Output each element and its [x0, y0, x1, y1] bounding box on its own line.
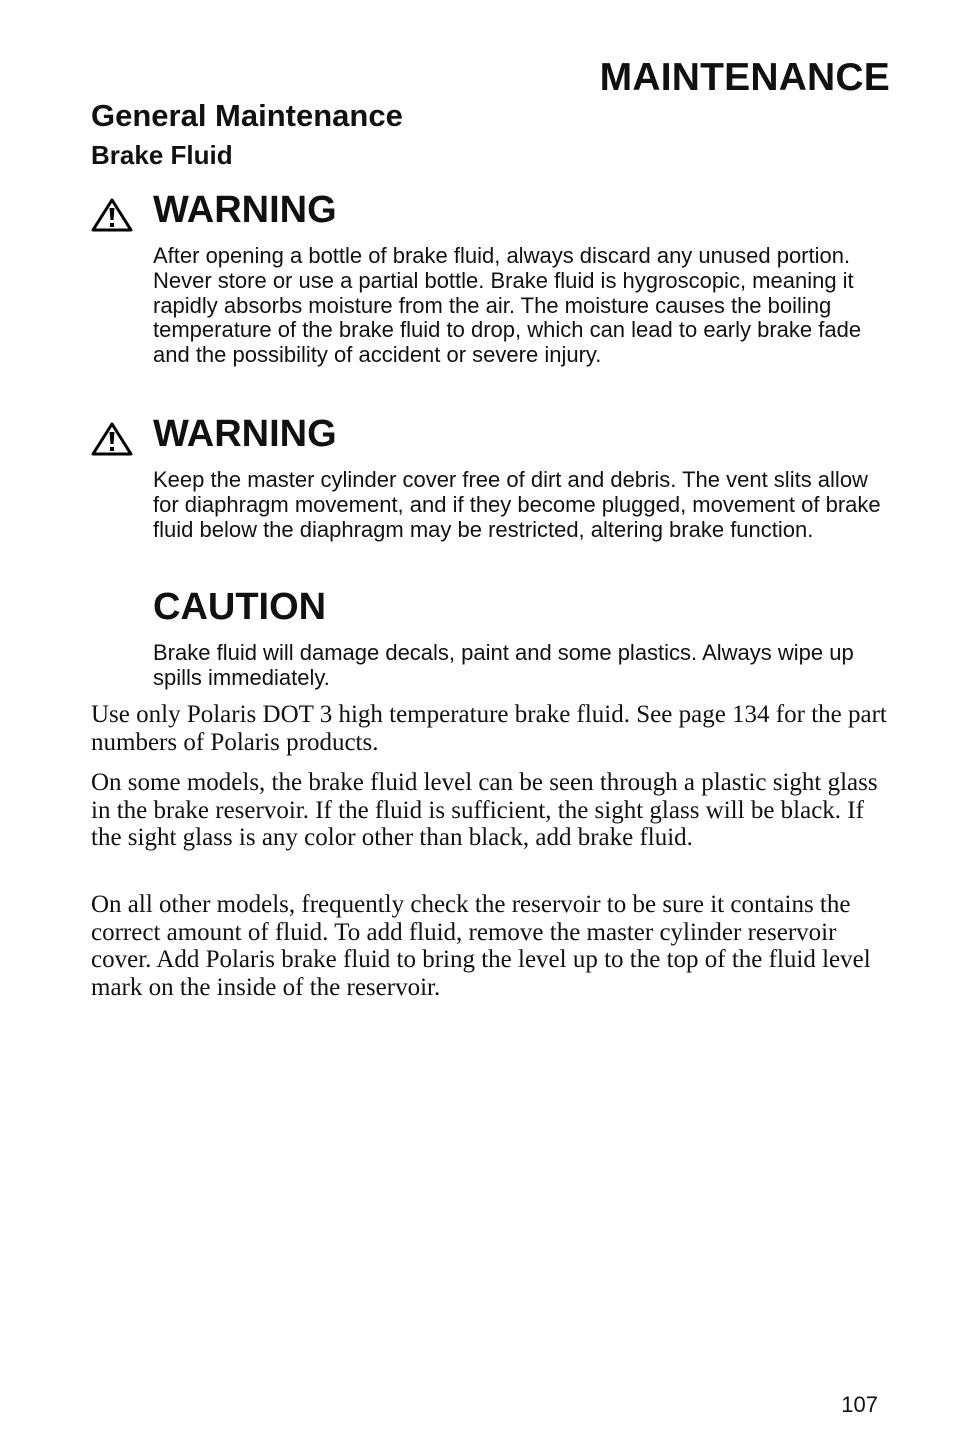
warning-notice-2: [91, 412, 891, 542]
notice-heading: [91, 188, 891, 236]
section-title: MAINTENANCE: [599, 56, 890, 99]
body-paragraph: Use only Polaris DOT 3 high temperature brake fluid. See page 134 for the part numbers of Polaris products.: [91, 701, 887, 756]
body-paragraph: On all other models, frequently check the reservoir to be sure it contains the correct amount of fluid. To add fluid, remove the master cylinder reservoir cover. Add Polaris brake fluid to bring the level up to the top of the fluid level mark on the inside of the reservoir.: [91, 891, 871, 1001]
subsection-title: General Maintenance: [91, 98, 403, 133]
notice-text: Keep the master cylinder cover free of dirt and debris. The vent slits allow for diaphragm movement, and if they become plugged, movement of brake fluid below the diaphragm may be restricted, altering brake function.: [153, 467, 881, 542]
body-paragraph: On some models, the brake fluid level can be seen through a plastic sight glass in the brake reservoir. If the fluid is sufficient, the sight glass will be black. If the sight glass is any color other than black, add brake fluid.: [91, 769, 878, 851]
notice-label: WARNING: [153, 189, 337, 231]
notice-text: Brake fluid will damage decals, paint and some plastics. Always wipe up spills immediately.: [153, 640, 854, 690]
notice-text: After opening a bottle of brake fluid, always discard any unused portion. Never store or use a partial bottle. Brake fluid is hygroscopic, meaning it rapidly absorbs moisture from the air. The moisture causes the boiling temperature of the brake fluid to drop, which can lead to early brake fade and the possibility of accident or severe injury.: [153, 243, 862, 368]
warning-notice-1: [91, 188, 891, 368]
notice-heading: [91, 585, 891, 633]
caution-notice: [91, 585, 891, 691]
topic-title: Brake Fluid: [91, 140, 233, 170]
warning-triangle-icon: [91, 198, 133, 232]
page-number: 107: [841, 1392, 878, 1417]
notice-heading: [91, 412, 891, 460]
notice-label: WARNING: [153, 413, 337, 455]
warning-triangle-icon: [91, 422, 133, 456]
notice-label: CAUTION: [153, 586, 327, 628]
